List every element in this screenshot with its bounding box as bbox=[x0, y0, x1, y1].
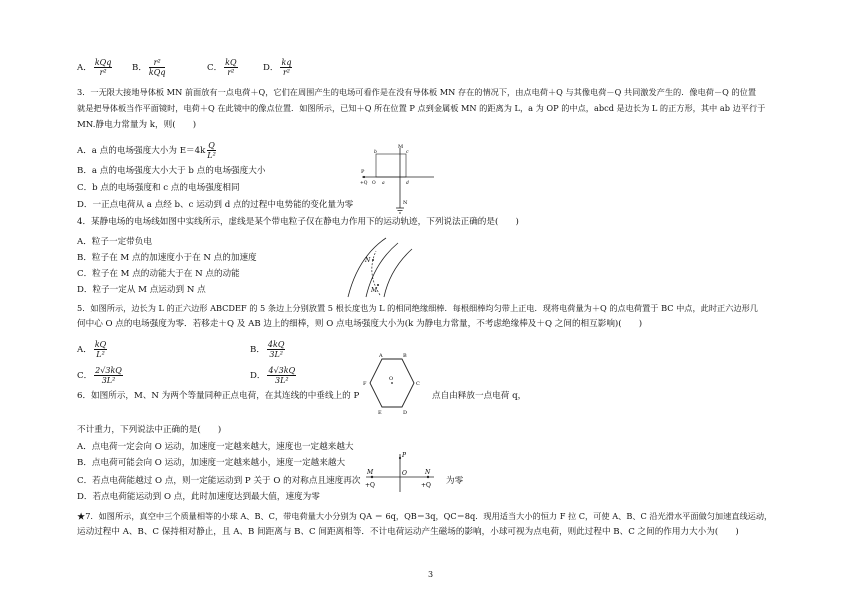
q6-fig-label-ql: +Q bbox=[365, 482, 375, 489]
q2-option-d: D． $\frac{kq}{\text{r²}}$ bbox=[263, 58, 292, 77]
q6-option-d: D．若点电荷能运动到 O 点，此时加速度达到最大值，速度为零 bbox=[77, 492, 320, 502]
q6-figure bbox=[360, 446, 442, 498]
q6-stem2: 不计重力，下列说法中正确的是( ) bbox=[77, 425, 222, 435]
q4-fig-label-m: M bbox=[371, 287, 378, 294]
q6-option-c: C．若点电荷能越过 O 点，则一定能运动到 P 关于 O 的对称点且速度再次 bbox=[77, 476, 361, 486]
q5-figure bbox=[358, 352, 426, 416]
q3-option-d: D．一正点电荷从 a 点经 b、c 运动到 d 点的过程中电势能的变化量为零 bbox=[77, 200, 354, 210]
q5-option-a: A． $\frac{kQ}{\text{L²}}$ bbox=[77, 340, 107, 359]
q4-stem: 4．某静电场的电场线如图中实线所示，虚线是某个带电粒子仅在静电力作用下的运动轨迹，下列说法正确的是( ) bbox=[77, 217, 519, 227]
q6-option-b: B．点电荷可能会向 O 运动，加速度一定越来越小，速度一定越来越大 bbox=[77, 458, 346, 468]
q3-fig-label-q: +Q bbox=[360, 181, 368, 186]
q3-figure bbox=[360, 142, 440, 220]
q5-fig-label-d: D bbox=[403, 410, 408, 416]
q5-fig-label-c: C bbox=[416, 381, 420, 387]
q6-fig-label-p: P bbox=[402, 452, 407, 459]
q2-option-c: C． $\frac{kQ}{\text{r²}}$ bbox=[207, 58, 237, 77]
q4-option-c: C．粒子在 M 点的动能大于在 N 点的动能 bbox=[77, 269, 240, 279]
q5-option-b: B． $\frac{4kQ}{\text{3L²}}$ bbox=[250, 340, 285, 359]
q6-fig-label-n: N bbox=[425, 469, 431, 476]
q4-option-a: A．粒子一定带负电 bbox=[77, 237, 152, 247]
q3-option-a: A．a 点的电场强度大小为 E＝4k $\frac{Q}{\text{L²}}$ bbox=[77, 141, 216, 160]
q6-fig-label-o: O bbox=[402, 470, 407, 477]
q3-fig-label-d: d bbox=[406, 181, 409, 186]
q3-fig-label-p: P bbox=[361, 169, 365, 175]
q3-fig-label-n: N bbox=[403, 200, 408, 206]
q6-fig-label-qr: +Q bbox=[421, 482, 431, 489]
q3-stem-line1: 3．一无限大接地导体板 MN 前面放有一点电荷＋Q，它们在周围产生的电场可看作是在没有导体板 MN 存在的情况下，由点电荷＋Q 与其像电荷－Q 共同激发产生的．像电荷－Q 的位置 bbox=[77, 87, 757, 97]
q3-fig-label-c: c bbox=[406, 150, 409, 155]
q4-fig-label-n: N bbox=[365, 257, 371, 264]
q3-option-c: C．b 点的电场强度和 c 点的电场强度相同 bbox=[77, 183, 240, 193]
q5-fig-label-e: E bbox=[378, 410, 382, 416]
q3-fig-label-o: O bbox=[372, 181, 376, 186]
q3-fig-label-m: M bbox=[398, 144, 404, 150]
q5-fig-label-o: O bbox=[389, 376, 394, 382]
q5-fig-label-f: F bbox=[363, 381, 367, 387]
q6-fig-label-m: M bbox=[367, 469, 374, 476]
q5-stem-line2: 何中心 O 点的电场强度为零．若移走＋Q 及 AB 边上的细棒，则 O 点电场强度大小为(k 为静电力常量，不考虑绝缘棒及＋Q 之间的相互影响)( ) bbox=[77, 319, 643, 329]
q3-fig-label-a: a bbox=[382, 181, 385, 186]
q3-stem-line2: 就是把导体板当作平面镜时，电荷＋Q 在此镜中的像点位置．如图所示，已知＋Q 所在位置 P 点到金属板 MN 的距离为 L，a 为 OP 的中点，abcd 是边长为 L 的正方形，其中 ab 边平行于 bbox=[77, 103, 766, 113]
q4-figure bbox=[340, 235, 415, 299]
q4-option-b: B．粒子在 M 点的加速度小于在 N 点的加速度 bbox=[77, 253, 257, 263]
q6-stem-right: 点自由释放一点电荷 q， bbox=[432, 391, 527, 401]
q5-fig-label-b: B bbox=[403, 353, 407, 359]
q3-fig-label-b: b bbox=[374, 150, 377, 155]
q3-option-b: B．a 点的电场强度大小大于 b 点的电场强度大小 bbox=[77, 166, 266, 176]
q2-option-b: B． $\frac{\text{r²}}{\text{kQq}}$ bbox=[132, 58, 166, 77]
q2-option-a: A． $\frac{\text{kQq}}{\text{r²}}$ bbox=[77, 58, 112, 77]
q6-stem-left: 6．如图所示，M、N 为两个等量同种正点电荷，在其连线的中垂线上的 P bbox=[77, 391, 360, 401]
q6-option-c-tail: 为零 bbox=[446, 476, 464, 486]
q7-stem-line1: ★7．如图所示，真空中三个质量相等的小球 A、B、C，带电荷量大小分别为 QA ＝ 6q，QB＝3q，QC＝8q．现用适当大小的恒力 F 拉 C，可使 A、B、C 沿光滑水平面做匀加速直线运动， bbox=[77, 511, 773, 521]
q5-option-d: D． $\frac{4√3kQ}{\text{3L²}}$ bbox=[250, 366, 296, 385]
page-number: 3 bbox=[428, 570, 434, 579]
q5-option-c: C． $\frac{2√3kQ}{\text{3L²}}$ bbox=[77, 366, 122, 385]
q7-stem-line2: 运动过程中 A、B、C 保持相对静止，且 A、B 间距离与 B、C 间距离相等．不计电荷运动产生磁场的影响，小球可视为点电荷，则此过程中 B、C 之间的作用力大小为( ) bbox=[77, 527, 739, 537]
q5-fig-label-a: A bbox=[379, 353, 383, 359]
q4-option-d: D．粒子一定从 M 点运动到 N 点 bbox=[77, 285, 206, 295]
q6-option-a: A．点电荷一定会向 O 运动，加速度一定越来越大，速度也一定越来越大 bbox=[77, 442, 354, 452]
q3-stem-line3: MN.静电力常量为 k，则( ) bbox=[77, 120, 197, 130]
q5-stem-line1: 5．如图所示，边长为 L 的正六边形 ABCDEF 的 5 条边上分别放置 5 根长度也为 L 的相同绝缘细棒．每根细棒均匀带上正电．现将电荷量为＋Q 的点电荷置于 BC 中点，此时正六边形几 bbox=[77, 303, 758, 313]
